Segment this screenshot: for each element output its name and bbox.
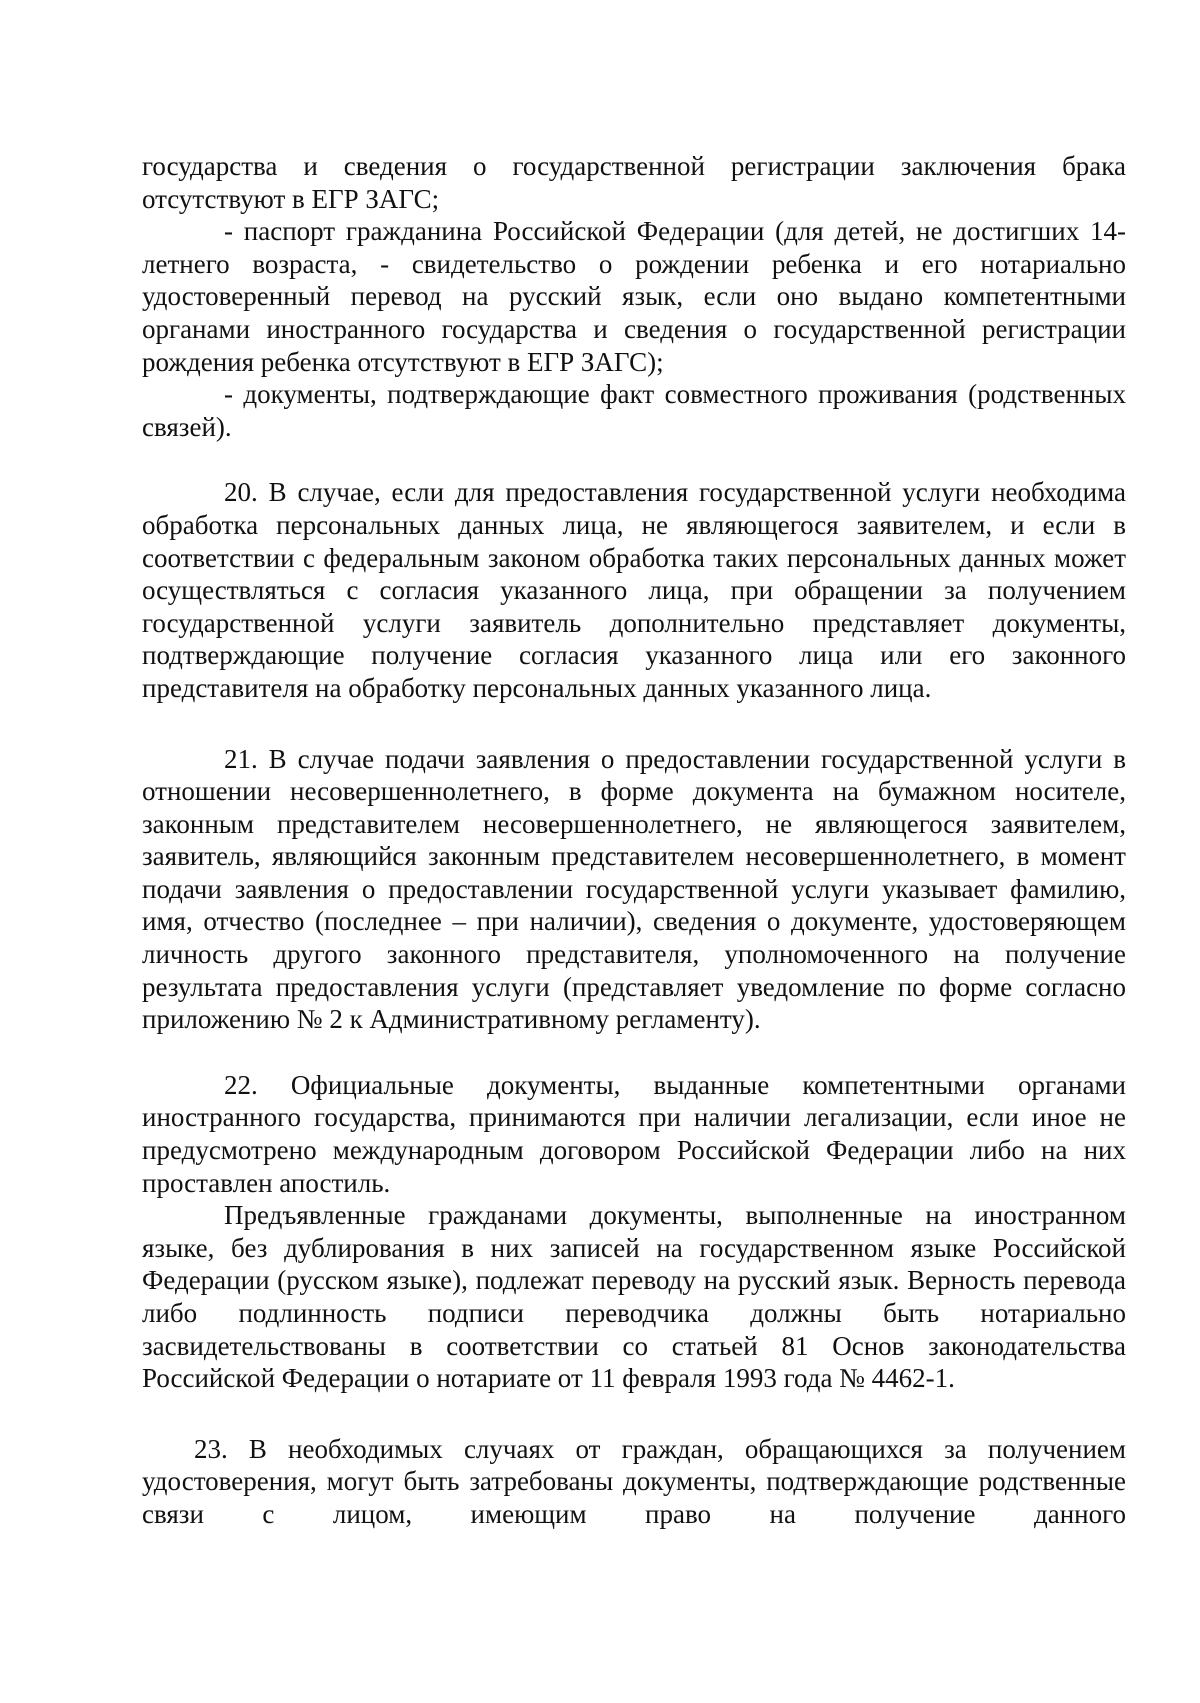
paragraph-23: 23. В необходимых случаях от граждан, обращающихся за получением удостоверения, могут быть затребованы документы, подтверждающие родственные связи с лицом, имеющим право на получение данного <box>142 1433 1126 1529</box>
paragraph-22: 22. Официальные документы, выданные компетентными органами иностранного государства, принимаются при наличии легализации, если иное не предусмотрено международным договором Российской Федерации либо на них проставлен апостиль. <box>142 1069 1126 1198</box>
paragraph-22-continued: Предъявленные гражданами документы, выполненные на иностранном языке, без дублирования в них записей на государственном языке Российской Федерации (русском языке), подлежат переводу на русский язык. Верность перевода либо подлинность подписи переводчика должны быть нотариально засвидетельствованы в соответствии со статьей 81 Основ законодательства Российской Федерации о нотариате от 11 февраля 1993 года № 4462-1. <box>142 1200 1126 1394</box>
document-body <box>142 150 1126 1531</box>
paragraph-continuation: государства и сведения о государственной регистрации заключения брака отсутствуют в ЕГР ЗАГС; <box>142 151 1126 214</box>
paragraph-21: 21. В случае подачи заявления о предоставлении государственной услуги в отношении несовершеннолетнего, в форме документа на бумажном носителе, законным представителем несовершеннолетнего, не являющегося заявителем, заявитель, являющийся законным представителем несовершеннолетнего, в момент подачи заявления о предоставлении государственной услуги указывает фамилию, имя, отчество (последнее – при наличии), сведения о документе, удостоверяющем личность другого законного представителя, уполномоченного на получение результата предоставления услуги (представляет уведомление по форме согласно приложению № 2 к Административному регламенту). <box>142 743 1126 1035</box>
list-item-passport: - паспорт гражданина Российской Федерации (для детей, не достигших 14-летнего возраста, - свидетельство о рождении ребенка и его нотариально удостоверенный перевод на русский язык, если оно выдано компетентными органами иностранного государства и сведения о государственной регистрации рождения ребенка отсутствуют в ЕГР ЗАГС); <box>142 216 1126 377</box>
list-item-cohabitation-documents: - документы, подтверждающие факт совместного проживания (родственных связей). <box>142 379 1126 442</box>
paragraph-20: 20. В случае, если для предоставления государственной услуги необходима обработка персональных данных лица, не являющегося заявителем, и если в соответствии с федеральным законом обработка таких персональных данных может осуществляться с согласия указанного лица, при обращении за получением государственной услуги заявитель дополнительно представляет документы, подтверждающие получение согласия указанного лица или его законного представителя на обработку персональных данных указанного лица. <box>142 477 1126 703</box>
